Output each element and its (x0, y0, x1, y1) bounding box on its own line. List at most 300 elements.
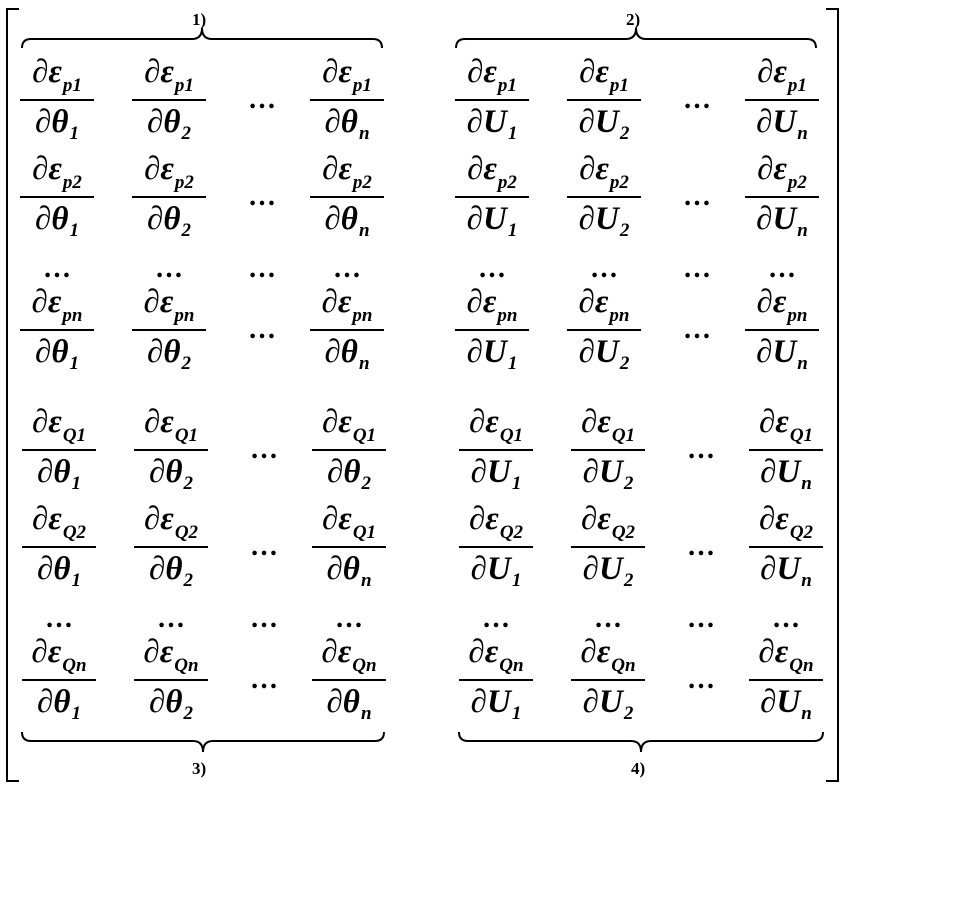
ellipsis-cell: … (250, 664, 278, 695)
denominator-subscript: 1 (507, 123, 518, 144)
denominator (312, 551, 386, 591)
denominator-subscript: n (358, 123, 370, 144)
denominator-subscript: 1 (69, 353, 79, 374)
fraction-bar (567, 329, 641, 331)
variable-symbol: θ (340, 104, 358, 140)
epsilon-symbol: ε (485, 501, 499, 537)
ellipsis-cell: … (250, 603, 278, 634)
partial-symbol: ∂ (466, 201, 483, 237)
partial-symbol: ∂ (760, 551, 777, 587)
ellipsis-cell: … (250, 434, 278, 465)
variable-symbol: U (772, 104, 797, 140)
fraction-bar (745, 196, 819, 198)
numerator (310, 54, 384, 96)
variable-symbol: θ (165, 551, 183, 587)
numerator (749, 404, 823, 446)
epsilon-symbol: ε (337, 634, 352, 670)
numerator (745, 54, 819, 96)
numerator-subscript: Qn (174, 655, 199, 676)
numerator (571, 501, 645, 543)
partial-symbol: ∂ (32, 151, 49, 187)
numerator-subscript: Qn (611, 655, 636, 676)
partial-symbol: ∂ (143, 501, 161, 537)
fraction-bar (310, 99, 384, 101)
brace-label-4: 4) (631, 759, 646, 778)
denominator-subscript: 1 (71, 473, 81, 494)
partial-symbol: ∂ (35, 104, 52, 140)
partial-symbol: ∂ (578, 201, 595, 237)
top-right-brace (456, 26, 816, 52)
denominator-subscript: n (360, 703, 372, 724)
epsilon-symbol: ε (160, 404, 174, 440)
denominator (745, 104, 819, 144)
variable-symbol: U (594, 104, 619, 140)
numerator-subscript: p1 (609, 75, 629, 96)
bottom-left-brace (22, 728, 384, 754)
numerator (134, 404, 208, 446)
denominator-subscript: 2 (183, 570, 193, 591)
denominator-subscript: n (358, 353, 370, 374)
variable-symbol: θ (51, 201, 69, 237)
variable-symbol: θ (53, 454, 71, 490)
denominator (132, 334, 206, 374)
fraction-bar (745, 99, 819, 101)
fraction-bar (310, 196, 384, 198)
partial-symbol: ∂ (578, 334, 595, 370)
partial-symbol: ∂ (760, 454, 777, 490)
ellipsis-cell: … (683, 84, 711, 115)
denominator-subscript: 2 (183, 703, 193, 724)
fraction-bar (134, 546, 208, 548)
denominator (745, 334, 819, 374)
numerator (749, 501, 823, 543)
denominator (459, 454, 533, 494)
epsilon-symbol: ε (338, 501, 352, 537)
denominator-subscript: n (797, 220, 808, 241)
partial-symbol: ∂ (466, 334, 483, 370)
epsilon-symbol: ε (597, 404, 611, 440)
numerator-subscript: Qn (499, 655, 524, 676)
denominator-subscript: 1 (511, 473, 522, 494)
brace-label-3: 3) (192, 759, 207, 778)
partial-symbol: ∂ (322, 54, 339, 90)
denominator (455, 334, 529, 374)
numerator-subscript: p1 (352, 75, 372, 96)
fraction-bar (22, 679, 96, 681)
denominator (567, 201, 641, 241)
denominator-subscript: n (360, 570, 372, 591)
partial-symbol: ∂ (756, 284, 773, 320)
partial-symbol: ∂ (31, 404, 49, 440)
fraction-bar (132, 99, 206, 101)
right-bracket (826, 8, 839, 782)
fraction-bar (20, 196, 94, 198)
epsilon-symbol: ε (775, 501, 789, 537)
numerator (455, 284, 529, 326)
numerator (20, 151, 94, 193)
partial-symbol: ∂ (760, 684, 777, 720)
numerator-subscript: Qn (352, 655, 377, 676)
ellipsis-cell: … (248, 181, 276, 212)
numerator-subscript: Qn (62, 655, 87, 676)
ellipsis-cell: … (248, 253, 276, 284)
numerator (745, 284, 819, 326)
ellipsis-cell: … (683, 314, 711, 345)
numerator (571, 404, 645, 446)
partial-symbol: ∂ (143, 284, 160, 320)
denominator (20, 334, 94, 374)
epsilon-symbol: ε (48, 54, 62, 90)
numerator (567, 151, 641, 193)
partial-symbol: ∂ (321, 284, 338, 320)
numerator-subscript: p1 (787, 75, 807, 96)
fraction-bar (745, 329, 819, 331)
numerator-subscript: pn (352, 305, 373, 326)
brace-label-2: 2) (626, 10, 641, 29)
variable-symbol: θ (51, 334, 69, 370)
variable-symbol: θ (340, 201, 358, 237)
denominator (134, 684, 208, 724)
denominator (312, 684, 386, 724)
numerator-subscript: p2 (174, 172, 194, 193)
denominator (455, 104, 529, 144)
denominator (567, 334, 641, 374)
ellipsis-cell: … (772, 603, 800, 634)
denominator (455, 201, 529, 241)
numerator-subscript: p1 (174, 75, 194, 96)
variable-symbol: U (772, 334, 797, 370)
partial-symbol: ∂ (758, 501, 776, 537)
ellipsis-cell: … (335, 603, 363, 634)
denominator-subscript: 2 (619, 123, 630, 144)
epsilon-symbol: ε (159, 634, 174, 670)
partial-symbol: ∂ (326, 684, 343, 720)
numerator (20, 54, 94, 96)
variable-symbol: θ (340, 334, 358, 370)
numerator-subscript: pn (497, 305, 518, 326)
epsilon-symbol: ε (160, 151, 174, 187)
ellipsis-cell: … (333, 253, 361, 284)
denominator (745, 201, 819, 241)
fraction-bar (749, 679, 823, 681)
partial-symbol: ∂ (147, 201, 164, 237)
numerator-subscript: Q2 (499, 522, 524, 543)
numerator-subscript: pn (609, 305, 630, 326)
denominator (567, 104, 641, 144)
ellipsis-cell: … (155, 253, 183, 284)
partial-symbol: ∂ (579, 151, 596, 187)
numerator (745, 151, 819, 193)
partial-symbol: ∂ (756, 104, 773, 140)
denominator (132, 201, 206, 241)
denominator (571, 454, 645, 494)
partial-symbol: ∂ (35, 334, 52, 370)
ellipsis-cell: … (687, 664, 715, 695)
partial-symbol: ∂ (149, 684, 166, 720)
denominator (22, 454, 96, 494)
denominator-subscript: n (797, 123, 808, 144)
variable-symbol: U (594, 334, 619, 370)
partial-symbol: ∂ (468, 501, 486, 537)
top-left-brace (22, 26, 382, 52)
variable-symbol: U (486, 454, 511, 490)
numerator-subscript: pn (62, 305, 83, 326)
denominator-subscript: 1 (71, 703, 81, 724)
numerator-subscript: pn (174, 305, 195, 326)
numerator (749, 634, 823, 676)
partial-symbol: ∂ (35, 201, 52, 237)
variable-symbol: U (482, 104, 507, 140)
numerator (22, 501, 96, 543)
numerator (134, 501, 208, 543)
variable-symbol: θ (163, 334, 181, 370)
partial-symbol: ∂ (757, 151, 774, 187)
fraction-bar (571, 679, 645, 681)
fraction-bar (567, 99, 641, 101)
partial-symbol: ∂ (31, 634, 48, 670)
fraction-bar (571, 449, 645, 451)
denominator (749, 551, 823, 591)
numerator-subscript: Qn (789, 655, 814, 676)
numerator (310, 151, 384, 193)
partial-symbol: ∂ (467, 151, 484, 187)
epsilon-symbol: ε (773, 54, 787, 90)
numerator (132, 151, 206, 193)
ellipsis-cell: … (687, 531, 715, 562)
ellipsis-cell: … (157, 603, 185, 634)
denominator-subscript: 1 (71, 570, 81, 591)
numerator-subscript: p2 (609, 172, 629, 193)
partial-symbol: ∂ (143, 634, 160, 670)
numerator (132, 284, 206, 326)
variable-symbol: θ (165, 684, 183, 720)
ellipsis-cell: … (683, 181, 711, 212)
variable-symbol: U (598, 454, 623, 490)
numerator-subscript: Q1 (611, 425, 636, 446)
numerator (459, 501, 533, 543)
numerator (312, 501, 386, 543)
variable-symbol: U (776, 551, 801, 587)
numerator-subscript: Q2 (611, 522, 636, 543)
partial-symbol: ∂ (582, 454, 599, 490)
partial-symbol: ∂ (321, 501, 339, 537)
left-bracket (6, 8, 19, 782)
partial-symbol: ∂ (37, 454, 54, 490)
ellipsis-cell: … (248, 314, 276, 345)
variable-symbol: θ (163, 201, 181, 237)
fraction-bar (132, 196, 206, 198)
denominator-subscript: n (801, 570, 812, 591)
epsilon-symbol: ε (595, 151, 609, 187)
ellipsis-cell: … (248, 84, 276, 115)
numerator (571, 634, 645, 676)
denominator (571, 551, 645, 591)
partial-symbol: ∂ (147, 334, 164, 370)
denominator (749, 684, 823, 724)
partial-symbol: ∂ (321, 404, 339, 440)
numerator (455, 151, 529, 193)
variable-symbol: U (776, 454, 801, 490)
epsilon-symbol: ε (160, 54, 174, 90)
partial-symbol: ∂ (32, 54, 49, 90)
numerator-subscript: Q1 (352, 425, 377, 446)
partial-symbol: ∂ (322, 151, 339, 187)
fraction-bar (459, 546, 533, 548)
partial-symbol: ∂ (470, 454, 487, 490)
partial-symbol: ∂ (327, 454, 344, 490)
denominator-subscript: n (358, 220, 370, 241)
partial-symbol: ∂ (582, 551, 599, 587)
fraction-bar (134, 679, 208, 681)
fraction-bar (22, 546, 96, 548)
numerator-subscript: Q1 (352, 522, 377, 543)
epsilon-symbol: ε (595, 54, 609, 90)
denominator-subscript: 2 (181, 123, 191, 144)
ellipsis-cell: … (768, 253, 796, 284)
partial-symbol: ∂ (580, 634, 597, 670)
partial-symbol: ∂ (324, 201, 341, 237)
variable-symbol: θ (342, 551, 360, 587)
fraction-bar (459, 679, 533, 681)
partial-symbol: ∂ (468, 404, 486, 440)
numerator-subscript: pn (787, 305, 808, 326)
variable-symbol: U (772, 201, 797, 237)
partial-symbol: ∂ (37, 551, 54, 587)
numerator (455, 54, 529, 96)
denominator (22, 551, 96, 591)
numerator-subscript: Q2 (789, 522, 814, 543)
epsilon-symbol: ε (47, 284, 62, 320)
fraction-bar (312, 679, 386, 681)
denominator-subscript: n (797, 353, 808, 374)
denominator (459, 551, 533, 591)
partial-symbol: ∂ (470, 551, 487, 587)
denominator (22, 684, 96, 724)
partial-symbol: ∂ (147, 104, 164, 140)
numerator-subscript: p2 (787, 172, 807, 193)
variable-symbol: θ (53, 551, 71, 587)
denominator-subscript: 1 (69, 123, 79, 144)
denominator (571, 684, 645, 724)
partial-symbol: ∂ (149, 551, 166, 587)
numerator (459, 404, 533, 446)
partial-symbol: ∂ (580, 404, 598, 440)
denominator (749, 454, 823, 494)
denominator-subscript: 2 (361, 473, 371, 494)
partial-symbol: ∂ (578, 104, 595, 140)
denominator-subscript: 2 (183, 473, 193, 494)
numerator (567, 54, 641, 96)
variable-symbol: U (486, 551, 511, 587)
epsilon-symbol: ε (596, 634, 611, 670)
numerator-subscript: p1 (497, 75, 517, 96)
epsilon-symbol: ε (337, 284, 352, 320)
partial-symbol: ∂ (467, 54, 484, 90)
numerator (22, 404, 96, 446)
denominator (134, 551, 208, 591)
fraction-bar (455, 99, 529, 101)
numerator-subscript: p2 (62, 172, 82, 193)
denominator-subscript: 1 (507, 353, 518, 374)
fraction-bar (132, 329, 206, 331)
denominator (20, 201, 94, 241)
partial-symbol: ∂ (580, 501, 598, 537)
fraction-bar (312, 546, 386, 548)
numerator (459, 634, 533, 676)
denominator-subscript: 2 (619, 220, 630, 241)
partial-symbol: ∂ (143, 404, 161, 440)
variable-symbol: θ (342, 684, 360, 720)
fraction-bar (20, 99, 94, 101)
partial-symbol: ∂ (756, 201, 773, 237)
numerator-subscript: Q1 (62, 425, 87, 446)
denominator-subscript: 2 (623, 703, 634, 724)
epsilon-symbol: ε (159, 284, 174, 320)
epsilon-symbol: ε (775, 404, 789, 440)
partial-symbol: ∂ (470, 684, 487, 720)
variable-symbol: U (482, 201, 507, 237)
ellipsis-cell: … (482, 603, 510, 634)
denominator-subscript: 2 (619, 353, 630, 374)
partial-symbol: ∂ (144, 54, 161, 90)
epsilon-symbol: ε (772, 284, 787, 320)
numerator-subscript: p2 (352, 172, 372, 193)
partial-symbol: ∂ (757, 54, 774, 90)
partial-symbol: ∂ (758, 404, 776, 440)
brace-label-1: 1) (192, 10, 207, 29)
partial-symbol: ∂ (149, 454, 166, 490)
denominator-subscript: n (801, 703, 812, 724)
numerator-subscript: Q2 (174, 522, 199, 543)
numerator (20, 284, 94, 326)
numerator-subscript: Q1 (789, 425, 814, 446)
fraction-bar (310, 329, 384, 331)
ellipsis-cell: … (594, 603, 622, 634)
ellipsis-cell: … (683, 253, 711, 284)
ellipsis-cell: … (590, 253, 618, 284)
denominator-subscript: 2 (181, 220, 191, 241)
denominator-subscript: 2 (623, 473, 634, 494)
partial-symbol: ∂ (144, 151, 161, 187)
epsilon-symbol: ε (483, 151, 497, 187)
denominator-subscript: 2 (181, 353, 191, 374)
partial-symbol: ∂ (758, 634, 775, 670)
partial-symbol: ∂ (321, 634, 338, 670)
epsilon-symbol: ε (485, 404, 499, 440)
denominator-subscript: 1 (511, 570, 522, 591)
denominator (310, 201, 384, 241)
variable-symbol: U (482, 334, 507, 370)
fraction-bar (749, 546, 823, 548)
denominator-subscript: 1 (69, 220, 79, 241)
epsilon-symbol: ε (597, 501, 611, 537)
denominator (134, 454, 208, 494)
epsilon-symbol: ε (338, 54, 352, 90)
numerator-subscript: Q1 (174, 425, 199, 446)
numerator (134, 634, 208, 676)
denominator (20, 104, 94, 144)
epsilon-symbol: ε (48, 151, 62, 187)
variable-symbol: θ (165, 454, 183, 490)
partial-symbol: ∂ (466, 104, 483, 140)
fraction-bar (134, 449, 208, 451)
epsilon-symbol: ε (482, 284, 497, 320)
epsilon-symbol: ε (773, 151, 787, 187)
variable-symbol: θ (343, 454, 361, 490)
partial-symbol: ∂ (324, 104, 341, 140)
denominator (132, 104, 206, 144)
variable-symbol: U (598, 551, 623, 587)
